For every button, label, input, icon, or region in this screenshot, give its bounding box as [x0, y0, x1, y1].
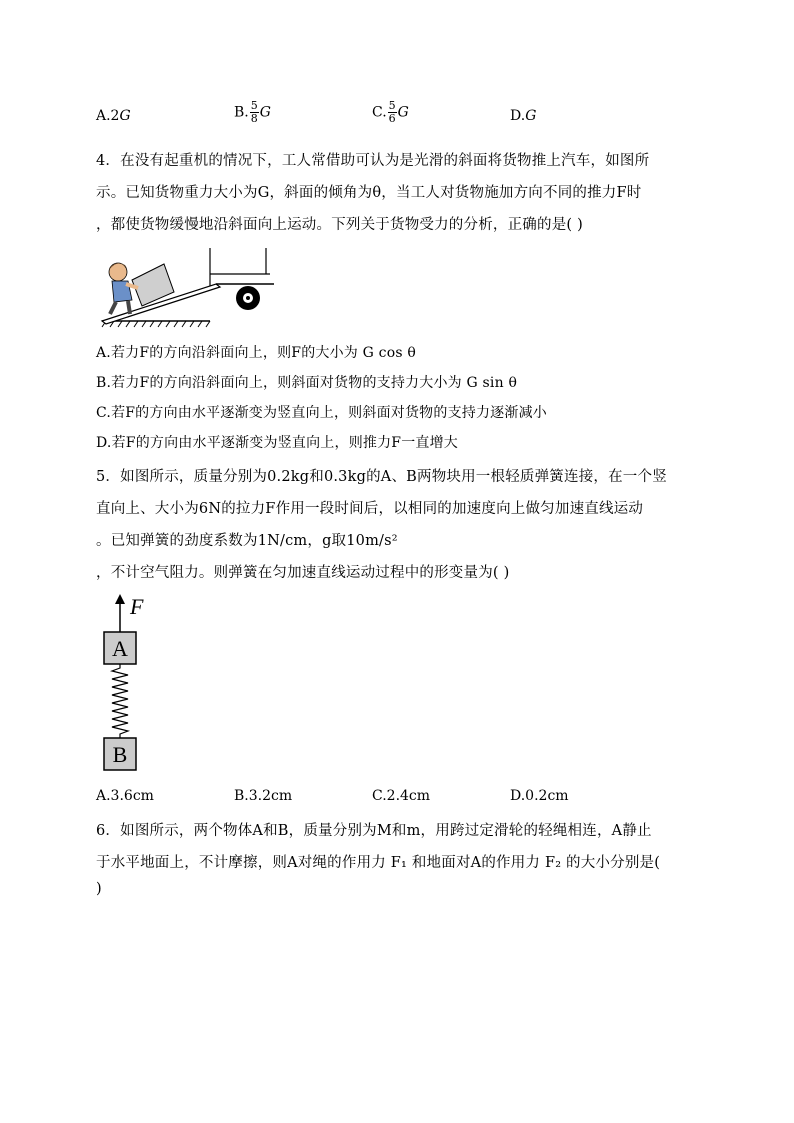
q5-stem-line: ，不计空气阻力。则弹簧在匀加速直线运动过程中的形变量为( ) — [96, 565, 510, 581]
q4-option-a[interactable]: A.若力F的方向沿斜面向上，则F的大小为 G cos θ — [96, 345, 417, 361]
q4-stem-line: ，都使货物缓慢地沿斜面向上运动。下列关于货物受力的分析，正确的是( ) — [96, 217, 583, 233]
q5-stem-line: 直向上、大小为6N的拉力F作用一段时间后，以相同的加速度向上做匀加速直线运动 — [96, 501, 644, 517]
q6-stem-line: 于水平地面上，不计摩擦，则A对绳的作用力 F₁ 和地面对A的作用力 F₂ 的大小分别是( — [96, 855, 661, 871]
q5-option-a[interactable]: A.3.6cm — [96, 788, 154, 804]
q4-stem-line: 示。已知货物重力大小为G，斜面的倾角为θ，当工人对货物施加方向不同的推力F时 — [96, 185, 642, 201]
q3-option-b[interactable]: B. $\frac{5}{8}$ G — [234, 99, 271, 125]
q5-option-b[interactable]: B.3.2cm — [234, 788, 293, 804]
q5-option-d[interactable]: D.0.2cm — [510, 788, 569, 804]
force-label: F — [130, 594, 144, 619]
q3-option-a[interactable]: A.2G — [96, 108, 131, 124]
q6-stem-line: 6．如图所示，两个物体A和B，质量分别为M和m，用跨过定滑轮的轻绳相连，A静止 — [96, 823, 652, 839]
q3-option-c[interactable]: C. $\frac{5}{6}$ G — [372, 99, 409, 125]
q4-stem-line: 4．在没有起重机的情况下，工人常借助可认为是光滑的斜面将货物推上汽车，如图所 — [96, 153, 650, 169]
q5-stem-line: 。已知弹簧的劲度系数为1N/cm，g取10m/s² — [96, 533, 398, 549]
block-a-label: A — [112, 636, 128, 661]
q3-option-d[interactable]: D.G — [510, 108, 537, 124]
block-b-label: B — [112, 742, 128, 767]
fraction: $\frac{5}{8}$ — [250, 99, 258, 125]
incline-truck-figure — [98, 244, 288, 330]
q4-option-c[interactable]: C.若F的方向由水平逐渐变为竖直向上，则斜面对货物的支持力逐渐减小 — [96, 405, 547, 421]
q5-stem-line: 5．如图所示，质量分别为0.2kg和0.3kg的A、B两物块用一根轻质弹簧连接，在一个竖 — [96, 469, 667, 485]
q6-stem-line: ) — [96, 881, 102, 897]
q5-option-c[interactable]: C.2.4cm — [372, 788, 431, 804]
q4-option-b[interactable]: B.若力F的方向沿斜面向上，则斜面对货物的支持力大小为 G sin θ — [96, 375, 518, 391]
q4-option-d[interactable]: D.若F的方向由水平逐渐变为竖直向上，则推力F一直增大 — [96, 435, 459, 451]
spring-blocks-figure — [96, 592, 176, 778]
fraction: $\frac{5}{6}$ — [388, 99, 396, 125]
